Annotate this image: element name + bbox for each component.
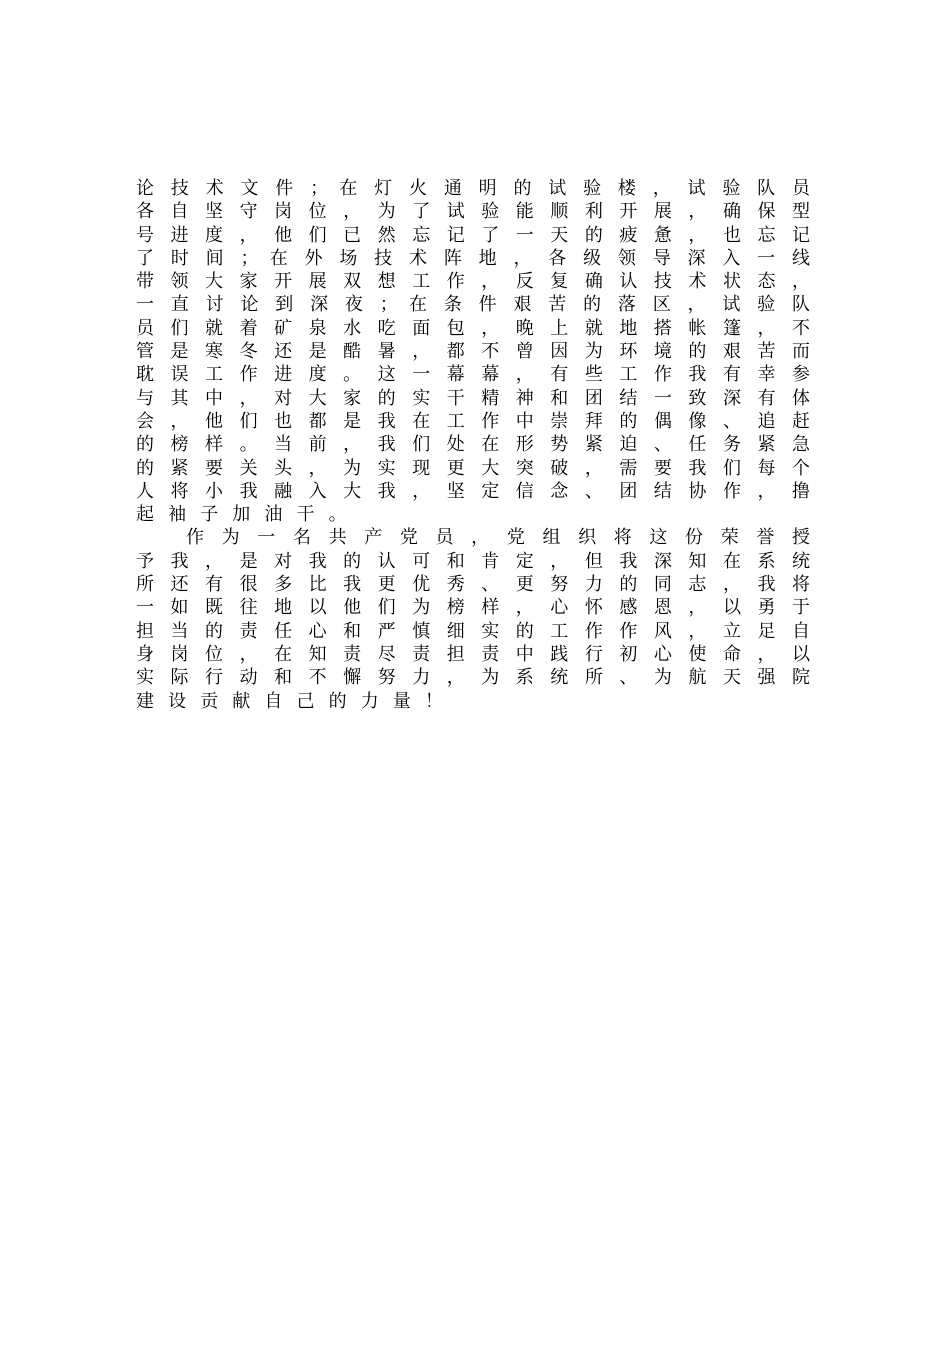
text-line: 管 是 寒 冬 还 是 酷 暑 ， 都 不 曾 因 为 环 境 的 艰 苦 而 — [136, 341, 810, 363]
text-line: 起袖子加油干。 — [136, 504, 361, 526]
text-line: 与 其 中 ， 对 大 家 的 实 干 精 神 和 团 结 一 致 深 有 体 — [136, 387, 810, 409]
text-line: 担 当 的 责 任 心 和 严 慎 细 实 的 工 作 作 风 ， 立 足 自 — [136, 620, 810, 642]
text-line: 一 直 讨 论 到 深 夜 ； 在 条 件 艰 苦 的 落 区 ， 试 验 队 — [136, 294, 810, 316]
text-line: 论 技 术 文 件 ； 在 灯 火 通 明 的 试 验 楼 ， 试 验 队 员 — [136, 178, 810, 199]
text-line: 带 领 大 家 开 展 双 想 工 作 ， 反 复 确 认 技 术 状 态 ， — [136, 271, 810, 293]
text-line: 建设贡献自己的力量！ — [136, 690, 457, 712]
text-line: 作 为 一 名 共 产 党 员 ， 党 组 织 将 这 份 荣 誉 授 — [186, 527, 810, 549]
text-line: 所 还 有 很 多 比 我 更 优 秀 、 更 努 力 的 同 志 ， 我 将 — [136, 574, 810, 596]
text-line: 各 自 坚 守 岗 位 ， 为 了 试 验 能 顺 利 开 展 ， 确 保 型 — [136, 201, 810, 223]
text-line: 的 榜 样 。 当 前 ， 我 们 处 在 形 势 紧 迫 、 任 务 紧 急 — [136, 434, 810, 456]
text-line: 身 岗 位 ， 在 知 责 尽 责 担 责 中 践 行 初 心 使 命 ， 以 — [136, 643, 810, 665]
body-text — [136, 177, 810, 713]
text-line: 予 我 ， 是 对 我 的 认 可 和 肯 定 ， 但 我 深 知 在 系 统 — [136, 550, 810, 572]
text-line: 号 进 度 ， 他 们 已 然 忘 记 了 一 天 的 疲 惫 ， 也 忘 记 — [136, 224, 810, 246]
text-line: 员 们 就 着 矿 泉 水 吃 面 包 ， 晚 上 就 地 搭 帐 篷 ， 不 — [136, 317, 810, 339]
text-line: 的 紧 要 关 头 ， 为 实 现 更 大 突 破 ， 需 要 我 们 每 个 — [136, 457, 810, 479]
text-line: 人 将 小 我 融 入 大 我 ， 坚 定 信 念 、 团 结 协 作 ， 撸 — [136, 480, 810, 502]
text-line: 会 ， 他 们 也 都 是 我 在 工 作 中 崇 拜 的 偶 像 、 追 赶 — [136, 410, 810, 432]
text-line: 耽 误 工 作 进 度 。 这 一 幕 幕 ， 有 些 工 作 我 有 幸 参 — [136, 364, 810, 386]
text-line: 一 如 既 往 地 以 他 们 为 榜 样 ， 心 怀 感 恩 ， 以 勇 于 — [136, 597, 810, 619]
text-line: 了 时 间 ； 在 外 场 技 术 阵 地 ， 各 级 领 导 深 入 一 线 — [136, 247, 810, 269]
text-line: 实 际 行 动 和 不 懈 努 力 ， 为 系 统 所 、 为 航 天 强 院 — [136, 667, 810, 689]
